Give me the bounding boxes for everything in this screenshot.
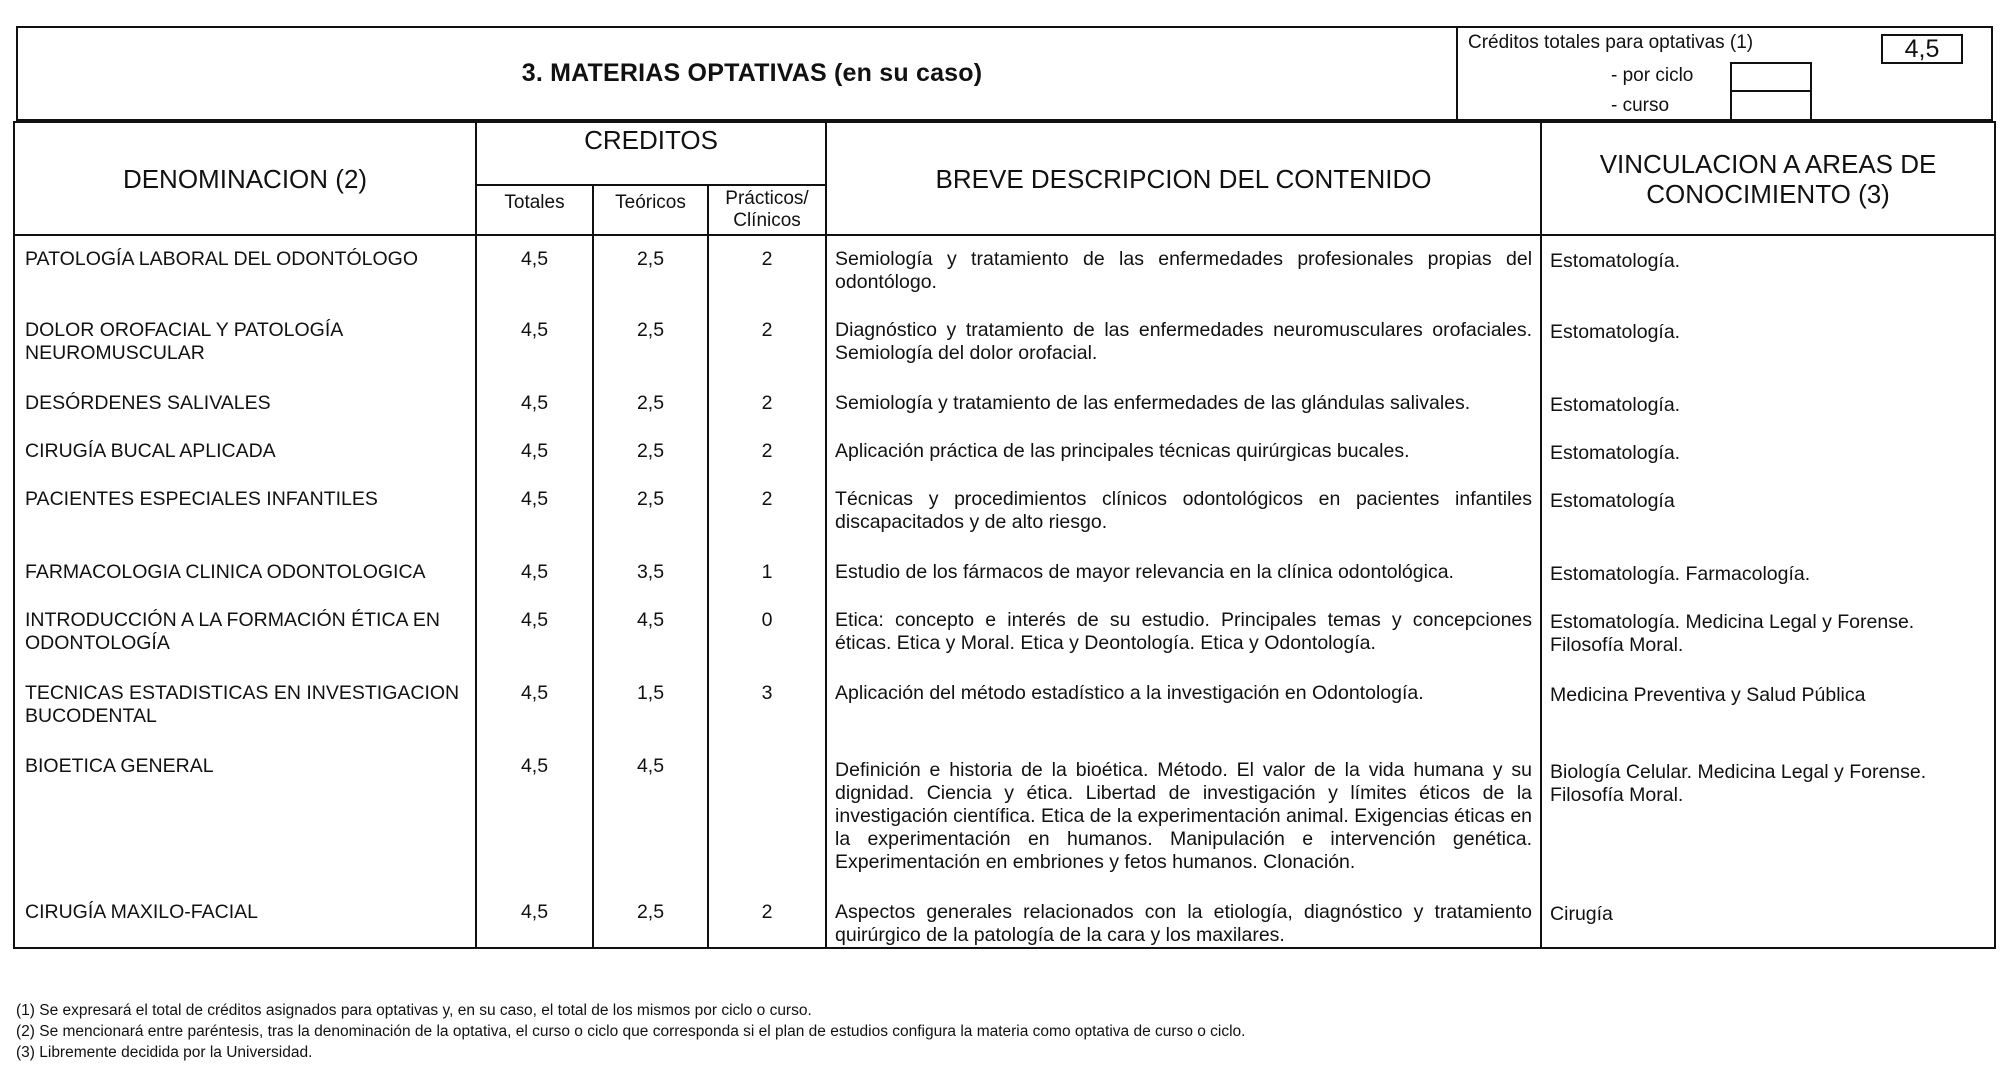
cell-totales: 4,5 [476,380,593,428]
cell-area: Cirugía [1541,889,1995,948]
cell-descripcion: Semiología y tratamiento de las enfermedades de las glándulas salivales. [826,380,1541,428]
cell-teoricos: 2,5 [593,428,708,476]
cell-totales: 4,5 [476,670,593,743]
cell-area: Estomatología. [1541,380,1995,428]
footnote-2: (2) Se mencionará entre paréntesis, tras la denominación de la optativa, el curso o ciclo que corresponda si el plan de estudios configura la materia como optativa de curso o ciclo. [16,1023,1246,1040]
table-row [14,307,1995,380]
cell-teoricos: 4,5 [593,597,708,670]
cell-practicos [708,743,826,889]
table-row [14,670,1995,743]
cell-area: Estomatología. Farmacología. [1541,549,1995,597]
cell-descripcion: Estudio de los fármacos de mayor relevancia en la clínica odontológica. [826,549,1541,597]
cell-area: Biología Celular. Medicina Legal y Forense. Filosofía Moral. [1541,743,1995,889]
table-row [14,476,1995,549]
table-row [14,597,1995,670]
cell-teoricos: 2,5 [593,307,708,380]
cell-totales: 4,5 [476,743,593,889]
col-header-totales: Totales [476,185,593,235]
credits-summary [1458,28,1991,119]
cell-totales: 4,5 [476,235,593,307]
table-row [14,380,1995,428]
col-header-teoricos: Teóricos [593,185,708,235]
cell-practicos: 0 [708,597,826,670]
cell-descripcion: Diagnóstico y tratamiento de las enfermedades neuromusculares orofaciales. Semiología del dolor orofacial. [826,307,1541,380]
col-header-vinculacion: VINCULACION A AREAS DE CONOCIMIENTO (3) [1541,122,1995,235]
cell-teoricos: 3,5 [593,549,708,597]
col-header-practicos: Prácticos/ Clínicos [708,185,826,235]
credits-total-label: Créditos totales para optativas (1) [1468,32,1754,53]
cell-denominacion: FARMACOLOGIA CLINICA ODONTOLOGICA [14,549,476,597]
cell-denominacion: PACIENTES ESPECIALES INFANTILES [14,476,476,549]
table-row [14,743,1995,889]
cell-denominacion: DESÓRDENES SALIVALES [14,380,476,428]
cell-descripcion: Definición e historia de la bioética. Método. El valor de la vida humana y su dignidad. Ciencia y ética. Libertad de investigación y límites éticos de la investigación científica. Etica de la experimentación animal. Exigencias éticas en la experimentación en humanos. Manipulación e intervención genética. Experimentación en embriones y fetos humanos. Clonación. [826,743,1541,889]
cell-denominacion: BIOETICA GENERAL [14,743,476,889]
cell-totales: 4,5 [476,307,593,380]
cell-totales: 4,5 [476,476,593,549]
cell-denominacion: CIRUGÍA BUCAL APLICADA [14,428,476,476]
cell-totales: 4,5 [476,549,593,597]
cell-practicos: 2 [708,428,826,476]
footnotes [16,1000,1245,1063]
cell-area: Estomatología. Medicina Legal y Forense. Filosofía Moral. [1541,597,1995,670]
cell-practicos: 1 [708,549,826,597]
footnote-3: (3) Libremente decidida por la Universidad. [16,1044,313,1061]
cell-totales: 4,5 [476,889,593,948]
cell-teoricos: 2,5 [593,235,708,307]
col-header-descripcion: BREVE DESCRIPCION DEL CONTENIDO [826,122,1541,235]
footnote-1: (1) Se expresará el total de créditos asignados para optativas y, en su caso, el total de los mismos por ciclo o curso. [16,1002,812,1019]
header-block [16,26,1993,121]
credits-total-value: 4,5 [1881,34,1963,64]
cell-descripcion: Técnicas y procedimientos clínicos odontológicos en pacientes infantiles discapacitados y de alto riesgo. [826,476,1541,549]
cell-practicos: 2 [708,307,826,380]
optativas-table [13,121,1996,949]
cell-area: Estomatología. [1541,307,1995,380]
por-ciclo-box [1730,62,1812,92]
page-title: 3. MATERIAS OPTATIVAS (en su caso) [521,59,983,87]
cell-practicos: 2 [708,380,826,428]
cell-practicos: 2 [708,235,826,307]
cell-denominacion: CIRUGÍA MAXILO-FACIAL [14,889,476,948]
table-row [14,428,1995,476]
cell-descripcion: Etica: concepto e interés de su estudio. Principales temas y concepciones éticas. Etica y Moral. Etica y Deontología. Etica y Odontología. [826,597,1541,670]
cell-totales: 4,5 [476,597,593,670]
cell-teoricos: 1,5 [593,670,708,743]
cell-practicos: 3 [708,670,826,743]
table-row [14,549,1995,597]
curso-label: - curso [1611,95,1670,116]
cell-denominacion: INTRODUCCIÓN A LA FORMACIÓN ÉTICA EN ODONTOLOGÍA [14,597,476,670]
cell-practicos: 2 [708,476,826,549]
cell-teoricos: 4,5 [593,743,708,889]
cell-practicos: 2 [708,889,826,948]
curso-box [1730,90,1812,121]
title-cell [18,28,1458,119]
cell-teoricos: 2,5 [593,889,708,948]
col-header-denominacion: DENOMINACION (2) [14,122,476,235]
cell-denominacion: DOLOR OROFACIAL Y PATOLOGÍA NEUROMUSCULAR [14,307,476,380]
cell-descripcion: Semiología y tratamiento de las enfermedades profesionales propias del odontólogo. [826,235,1541,307]
cell-teoricos: 2,5 [593,476,708,549]
cell-denominacion: TECNICAS ESTADISTICAS EN INVESTIGACION BUCODENTAL [14,670,476,743]
cell-descripcion: Aspectos generales relacionados con la etiología, diagnóstico y tratamiento quirúrgico de la patología de la cara y los maxilares. [826,889,1541,948]
cell-area: Estomatología. [1541,428,1995,476]
cell-denominacion: PATOLOGÍA LABORAL DEL ODONTÓLOGO [14,235,476,307]
table-row [14,235,1995,307]
col-header-creditos: CREDITOS [476,122,826,185]
cell-area: Estomatología. [1541,235,1995,307]
cell-area: Medicina Preventiva y Salud Pública [1541,670,1995,743]
cell-descripcion: Aplicación del método estadístico a la investigación en Odontología. [826,670,1541,743]
table-row [14,889,1995,948]
cell-descripcion: Aplicación práctica de las principales técnicas quirúrgicas bucales. [826,428,1541,476]
cell-teoricos: 2,5 [593,380,708,428]
cell-totales: 4,5 [476,428,593,476]
por-ciclo-label: - por ciclo [1611,65,1694,86]
cell-area: Estomatología [1541,476,1995,549]
